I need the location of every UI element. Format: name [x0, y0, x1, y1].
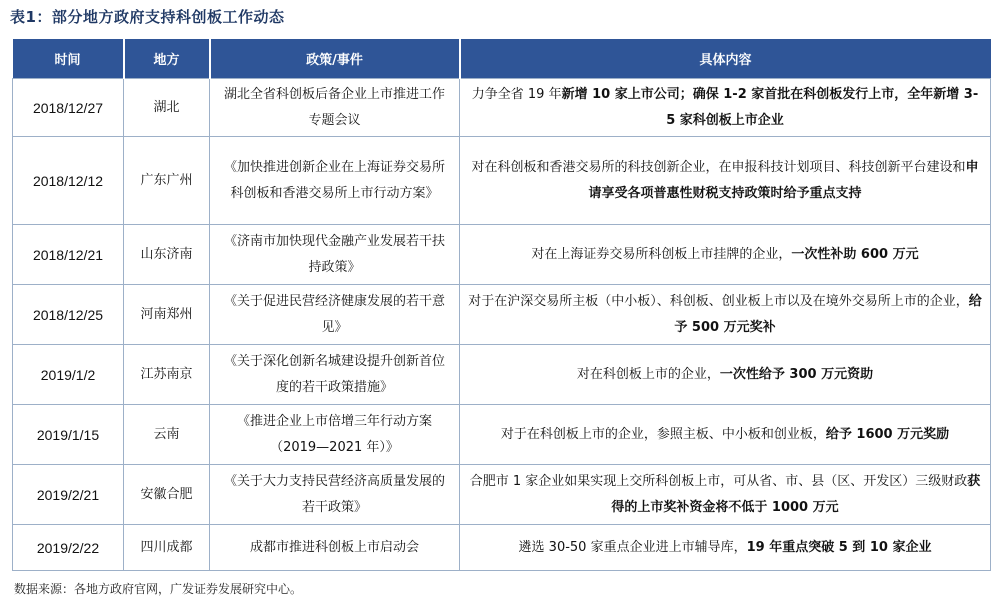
cell-detail: [460, 405, 991, 465]
table-row: [13, 225, 991, 285]
cell-place: 广东广州: [124, 137, 210, 225]
table-header-row: [13, 39, 991, 79]
cell-detail: [460, 225, 991, 285]
detail-emphasis: 给予 1600 万元奖励: [825, 426, 950, 442]
cell-place: 江苏南京: [124, 345, 210, 405]
detail-emphasis: 申请享受各项普惠性财税支持政策时给予重点支持: [588, 159, 979, 201]
cell-detail: [460, 525, 991, 571]
cell-date: 2018/12/27: [13, 79, 124, 137]
detail-text: 对在科创板上市的企业，: [576, 366, 720, 382]
header-time: 时间: [13, 39, 124, 79]
header-detail: 具体内容: [460, 39, 991, 79]
cell-policy: 《加快推进创新企业在上海证券交易所科创板和香港交易所上市行动方案》: [210, 137, 460, 225]
detail-emphasis: 给予 500 万元奖补: [674, 293, 982, 335]
data-source-note: 数据来源：各地方政府官网，广发证券发展研究中心。: [14, 582, 303, 596]
table-row: [13, 345, 991, 405]
header-place: 地方: [124, 39, 210, 79]
cell-policy: 《济南市加快现代金融产业发展若干扶持政策》: [210, 225, 460, 285]
table-caption: 表1：部分地方政府支持科创板工作动态: [10, 8, 285, 26]
detail-text: 对于在沪深交易所主板（中小板）、科创板、创业板上市以及在境外交易所上市的企业，: [468, 293, 969, 309]
cell-detail: [460, 285, 991, 345]
cell-policy: 《推进企业上市倍增三年行动方案（2019—2021 年）》: [210, 405, 460, 465]
cell-place: 湖北: [124, 79, 210, 137]
table-row: [13, 405, 991, 465]
detail-text: 合肥市 1 家企业如果实现上交所科创板上市，可从省、市、县（区、开发区）三级财政: [469, 473, 968, 489]
cell-date: 2019/2/21: [13, 465, 124, 525]
detail-text: 力争全省 19 年: [471, 86, 562, 102]
cell-policy: 成都市推进科创板上市启动会: [210, 525, 460, 571]
detail-text: 对于在科创板上市的企业，参照主板、中小板和创业板，: [500, 426, 826, 442]
cell-date: 2018/12/21: [13, 225, 124, 285]
header-policy: 政策/事件: [210, 39, 460, 79]
cell-place: 山东济南: [124, 225, 210, 285]
detail-emphasis: 获得的上市奖补资金将不低于 1000 万元: [611, 473, 981, 515]
table-row: [13, 285, 991, 345]
cell-detail: [460, 79, 991, 137]
detail-text: 对在科创板和香港交易所的科技创新企业，在申报科技计划项目、科技创新平台建设和: [471, 159, 966, 175]
detail-emphasis: 新增 10 家上市公司；确保 1-2 家首批在科创板发行上市，全年新增 3-5 家科创板上市企业: [561, 86, 979, 128]
cell-detail: [460, 137, 991, 225]
cell-place: 河南郑州: [124, 285, 210, 345]
policy-table: [12, 39, 991, 571]
table-row: [13, 137, 991, 225]
cell-policy: 《关于促进民营经济健康发展的若干意见》: [210, 285, 460, 345]
detail-emphasis: 19 年重点突破 5 到 10 家企业: [746, 539, 932, 555]
detail-text: 对在上海证券交易所科创板上市挂牌的企业，: [531, 246, 792, 262]
cell-detail: [460, 465, 991, 525]
detail-text: 遴选 30-50 家重点企业进上市辅导库，: [518, 539, 747, 555]
cell-detail: [460, 345, 991, 405]
cell-place: 四川成都: [124, 525, 210, 571]
cell-date: 2019/2/22: [13, 525, 124, 571]
cell-policy: 《关于深化创新名城建设提升创新首位度的若干政策措施》: [210, 345, 460, 405]
cell-date: 2018/12/25: [13, 285, 124, 345]
detail-emphasis: 一次性给予 300 万元资助: [719, 366, 874, 382]
cell-date: 2018/12/12: [13, 137, 124, 225]
cell-date: 2019/1/2: [13, 345, 124, 405]
cell-date: 2019/1/15: [13, 405, 124, 465]
table-row: [13, 525, 991, 571]
detail-emphasis: 一次性补助 600 万元: [791, 246, 919, 262]
cell-policy: 《关于大力支持民营经济高质量发展的若干政策》: [210, 465, 460, 525]
cell-policy: 湖北全省科创板后备企业上市推进工作专题会议: [210, 79, 460, 137]
cell-place: 安徽合肥: [124, 465, 210, 525]
table-row: [13, 465, 991, 525]
cell-place: 云南: [124, 405, 210, 465]
table-row: [13, 79, 991, 137]
